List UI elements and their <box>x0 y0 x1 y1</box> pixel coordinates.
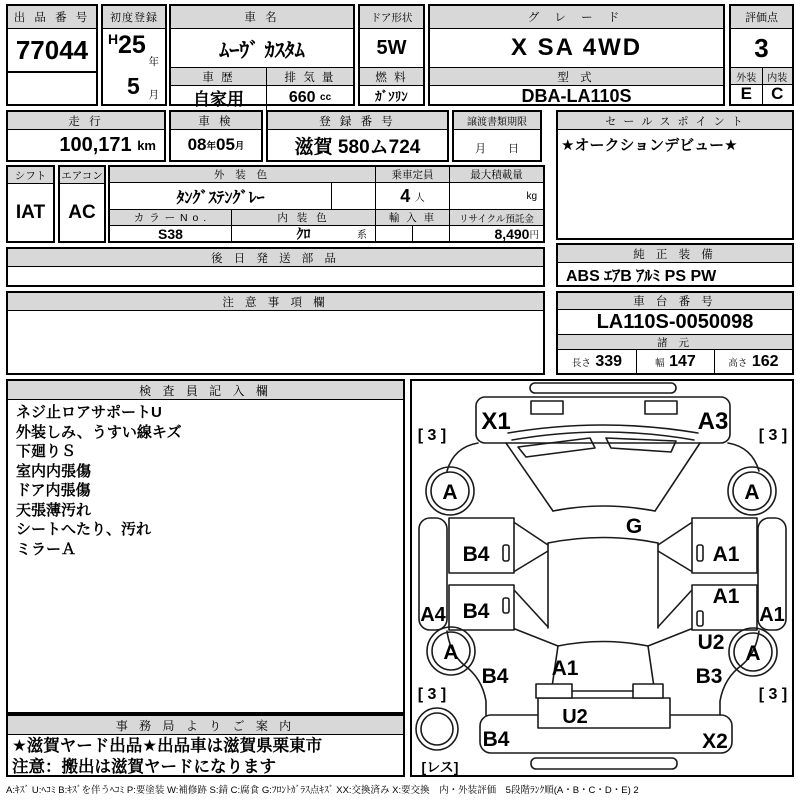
seam-rear-left <box>515 591 558 646</box>
color-no-value: S38 <box>110 226 232 241</box>
inspector-notes-body <box>8 400 403 712</box>
shaken-month: 05 <box>216 135 235 154</box>
registration-number-label: 登 録 番 号 <box>268 112 447 130</box>
first-registration-box <box>101 4 167 106</box>
damage-code-legend: A:ｷｽﾞ U:ﾍｺﾐ B:ｷｽﾞを伴うﾍｺﾐ P:要塗装 W:補修跡 S:錆 C:腐食 G:ﾌﾛﾝﾄｶﾞﾗｽ点ｷｽﾞ XX:交換済み X:要交換 内・外装評価 5段階ﾗﾝｸ順(A・B・C・D・E) 2 <box>6 785 639 796</box>
reg-month-value: 5 <box>127 73 140 99</box>
tread-depth-front-right: [ 3 ] <box>758 427 788 444</box>
exterior-color-empty-cell <box>332 183 376 210</box>
reg-year-unit: 年 <box>148 56 159 68</box>
office-notice-label: 事 務 局 よ り ご 案 内 <box>8 716 403 735</box>
mileage-value <box>8 130 164 160</box>
office-notice-line: 注意：搬出は滋賀ヤードになります <box>12 758 276 776</box>
front-panel-outline <box>476 397 730 443</box>
height-cell <box>715 350 792 373</box>
inspector-note-line: ミラーＡ <box>16 540 77 558</box>
score-label: 評価点 <box>731 6 792 29</box>
width-cell <box>637 350 715 373</box>
history-displacement-headers <box>171 68 353 85</box>
damage-label-tire-front-left: A <box>442 481 458 504</box>
mileage-box <box>6 110 166 162</box>
later-shipped-parts-label: 後 日 発 送 部 品 <box>8 249 543 267</box>
shaken-year-unit: 年 <box>206 141 216 152</box>
lot-number-box <box>6 4 98 106</box>
recycle-label: リサイクル預託金 <box>450 210 543 226</box>
history-displacement-values <box>171 85 353 110</box>
history-value: 自家用 <box>171 85 267 110</box>
length-value: 339 <box>595 352 623 370</box>
displacement-label: 排 気 量 <box>267 68 353 86</box>
exterior-color-value: ﾀﾝｸﾞｽﾃﾝｸﾞﾚｰ <box>110 183 332 210</box>
exterior-grade-value: E <box>731 84 763 104</box>
inspector-note-line: 天張薄汚れ <box>16 501 92 519</box>
spec-label: 諸 元 <box>558 335 792 350</box>
recycle-value <box>450 226 543 241</box>
transfer-deadline-label: 譲渡書類期限 <box>454 112 540 130</box>
windshield-right-edge <box>655 443 700 511</box>
import-empty-cell-2 <box>413 226 450 241</box>
door-shape-box <box>358 4 425 106</box>
shaken-month-unit: 月 <box>234 141 245 152</box>
spare-tire-outer <box>416 708 458 750</box>
door-shape-value: 5W <box>360 29 423 68</box>
history-label: 車 歴 <box>171 68 267 86</box>
vin-box <box>556 291 794 375</box>
later-shipped-parts-box <box>6 247 545 287</box>
grade-value: X SA 4WD <box>430 29 723 68</box>
capacity-number: 4 <box>400 185 411 206</box>
damage-label-quarter-right-u2: U2 <box>697 631 725 654</box>
score-box <box>729 4 794 106</box>
damage-label-door-rear-right: A1 <box>712 585 740 608</box>
office-notice-body <box>8 735 403 779</box>
transfer-deadline-value <box>454 130 540 160</box>
damage-label-sill-right: A1 <box>759 604 785 626</box>
height-value: 162 <box>751 352 779 370</box>
reg-year-value: 25 <box>118 31 146 59</box>
spec-values <box>558 350 792 373</box>
inspector-notes-box <box>6 379 405 714</box>
model-label: 型 式 <box>430 68 723 86</box>
factory-equipment-label: 純 正 装 備 <box>558 245 792 263</box>
height-label: 高さ <box>728 357 748 369</box>
shift-box <box>6 165 55 243</box>
door-handle-rear-left <box>503 598 509 613</box>
inspector-notes-label: 検 査 員 記 入 欄 <box>8 381 403 400</box>
exterior-label: 外装 <box>731 68 763 85</box>
damage-label-tire-rear-left: A <box>443 641 459 664</box>
damage-label-sill-left: A4 <box>420 604 446 626</box>
car-name-label: 車 名 <box>171 6 353 29</box>
mileage-number: 100,171 <box>59 133 132 156</box>
office-notice-box <box>6 714 405 777</box>
payload-value: kg <box>450 183 543 210</box>
sales-point-value: ★オークションデビュー★ <box>561 137 738 154</box>
payload-label: 最大積載量 <box>450 167 543 183</box>
shift-label: シフト <box>8 167 53 184</box>
score-value: 3 <box>731 29 792 68</box>
lot-number-label: 出 品 番 号 <box>8 6 96 29</box>
import-empty-cell-1 <box>376 226 413 241</box>
door-handle-front-right <box>697 545 703 561</box>
headlight-left <box>531 401 563 414</box>
shaken-label: 車 検 <box>171 112 261 130</box>
door-handle-rear-right <box>697 611 703 626</box>
displacement-value <box>267 85 353 110</box>
inspector-note-line: シートへたり、汚れ <box>16 521 152 538</box>
damage-label-tire-front-right: A <box>744 481 760 504</box>
displacement-number: 660 <box>288 88 316 106</box>
ac-value: AC <box>68 201 96 223</box>
damage-label-front-panel-left: X1 <box>481 408 511 435</box>
capacity-value <box>376 183 450 210</box>
capacity-label: 乗車定員 <box>376 167 450 183</box>
inspector-note-line: ドア内張傷 <box>16 482 91 499</box>
front-bumper-strip <box>530 383 676 393</box>
shaken-box <box>169 110 263 162</box>
interior-color-value <box>232 226 376 241</box>
later-shipped-parts-value <box>8 267 543 285</box>
door-handle-front-left <box>503 545 509 561</box>
interior-color-label: 内 装 色 <box>232 210 376 226</box>
exterior-color-label: 外 装 色 <box>110 167 376 183</box>
seam-front-right <box>658 523 691 571</box>
spare-tire-label: [レス] <box>421 759 459 775</box>
damage-diagram-box <box>410 379 794 777</box>
damage-label-door-front-right: A1 <box>712 543 740 566</box>
office-notice-line: ★滋賀ヤード出品★出品車は滋賀県栗東市 <box>12 737 323 755</box>
damage-label-tire-rear-right: A <box>745 642 761 665</box>
windshield-bottom-arc <box>553 506 655 511</box>
inspector-note-line: ネジ止ロアサポートU <box>16 404 162 421</box>
grade-label: グ レ ー ド <box>430 6 723 29</box>
car-name-box <box>169 4 355 109</box>
ext-int-headers <box>731 68 792 84</box>
width-label: 幅 <box>655 357 665 369</box>
tread-depth-rear-left: [ 3 ] <box>417 686 447 703</box>
transfer-deadline-box <box>452 110 542 162</box>
seam-front-left <box>515 523 548 571</box>
interior-label: 内装 <box>763 68 793 85</box>
shaken-year: 08 <box>187 135 207 154</box>
headlight-right <box>645 401 677 414</box>
inspector-note-line: 室内内張傷 <box>16 462 92 480</box>
spare-tire-inner <box>421 713 453 745</box>
interior-color-suffix: 系 <box>357 230 367 241</box>
interior-grade-value: C <box>771 84 784 103</box>
vin-label: 車 台 番 号 <box>558 293 792 310</box>
inspector-note-line: 下廻りＳ <box>16 443 77 460</box>
factory-equipment-box <box>556 243 794 287</box>
seam-rear-right <box>648 591 691 646</box>
caution-notes-value <box>8 311 543 373</box>
lot-number-value: 77044 <box>8 29 96 73</box>
caution-notes-label: 注 意 事 項 欄 <box>8 293 543 311</box>
reg-month-unit: 月 <box>148 89 159 101</box>
transfer-day-label: 日 <box>508 143 519 155</box>
damage-label-bumper-left: B4 <box>482 728 510 751</box>
taillight-right <box>633 684 663 698</box>
caution-notes-box <box>6 291 545 375</box>
damage-label-back-panel: U2 <box>562 706 588 728</box>
width-value: 147 <box>669 352 696 370</box>
lot-empty-cell <box>8 73 96 104</box>
registration-number-box <box>266 110 449 162</box>
cowl-arc-inner <box>512 432 694 440</box>
factory-equipment-value: ABS ｴｱB ｱﾙﾐ PS PW <box>566 268 717 285</box>
color-capacity-box <box>108 165 545 243</box>
recycle-fee-number: 8,490 <box>494 226 530 241</box>
import-label: 輸 入 車 <box>376 210 450 226</box>
roof-front-arc <box>548 538 658 544</box>
damage-label-quarter-right-b3: B3 <box>695 665 723 688</box>
registration-number-value: 滋賀 580ム724 <box>294 136 421 158</box>
rear-window-arc <box>558 642 648 647</box>
damage-label-door-front-left: B4 <box>462 543 490 566</box>
length-label: 長さ <box>571 357 591 369</box>
damage-label-front-panel-right: A3 <box>697 408 729 435</box>
damage-label-quarter-left: B4 <box>481 665 509 688</box>
displacement-unit: cc <box>320 92 332 103</box>
mileage-unit: km <box>137 137 156 153</box>
era-value: H <box>108 31 119 47</box>
mileage-label: 走 行 <box>8 112 164 130</box>
damage-label-windshield: G <box>625 515 643 538</box>
wiper-left <box>518 438 595 457</box>
tread-depth-rear-right: [ 3 ] <box>758 686 788 703</box>
length-cell <box>558 350 637 373</box>
tread-depth-front-left: [ 3 ] <box>417 427 447 444</box>
vin-value: LA110S-0050098 <box>558 310 792 335</box>
interior-color-name: ｸﾛ <box>296 226 311 241</box>
back-panel-outline <box>538 698 670 728</box>
shaken-value <box>171 130 261 160</box>
grade-box <box>428 4 725 106</box>
ac-label: エアコン <box>60 167 104 184</box>
damage-label-rear-gate: A1 <box>551 657 579 680</box>
taillight-left <box>536 684 572 698</box>
car-damage-diagram <box>412 381 792 775</box>
sales-point-label: セ ー ル ス ポ イ ン ト <box>558 112 792 130</box>
first-registration-value <box>103 29 165 104</box>
windshield-left-edge <box>506 443 553 511</box>
first-registration-label: 初度登録 <box>103 6 165 29</box>
sales-point-box <box>556 110 794 240</box>
wiper-right <box>606 438 676 452</box>
ext-int-values <box>731 84 792 104</box>
ac-box <box>58 165 106 243</box>
damage-label-bumper-right: X2 <box>702 730 728 753</box>
car-name-value: ﾑｰｳﾞ ｶｽﾀﾑ <box>171 29 353 68</box>
door-shape-label: ドア形状 <box>360 6 423 29</box>
fuel-value: ｶﾞｿﾘﾝ <box>375 89 408 104</box>
inspector-note-line: 外装しみ、うすい線キズ <box>16 423 182 441</box>
color-no-label: カ ラ ー N o . <box>110 210 232 226</box>
model-value: DBA-LA110S <box>521 86 632 106</box>
rear-bumper-strip <box>531 758 677 769</box>
shift-value: IAT <box>15 201 46 223</box>
recycle-fee-unit: 円 <box>529 229 539 241</box>
transfer-month-label: 月 <box>475 143 486 155</box>
capacity-unit: 人 <box>414 192 425 204</box>
fuel-label: 燃 料 <box>360 68 423 86</box>
damage-label-door-rear-left: B4 <box>462 600 490 623</box>
